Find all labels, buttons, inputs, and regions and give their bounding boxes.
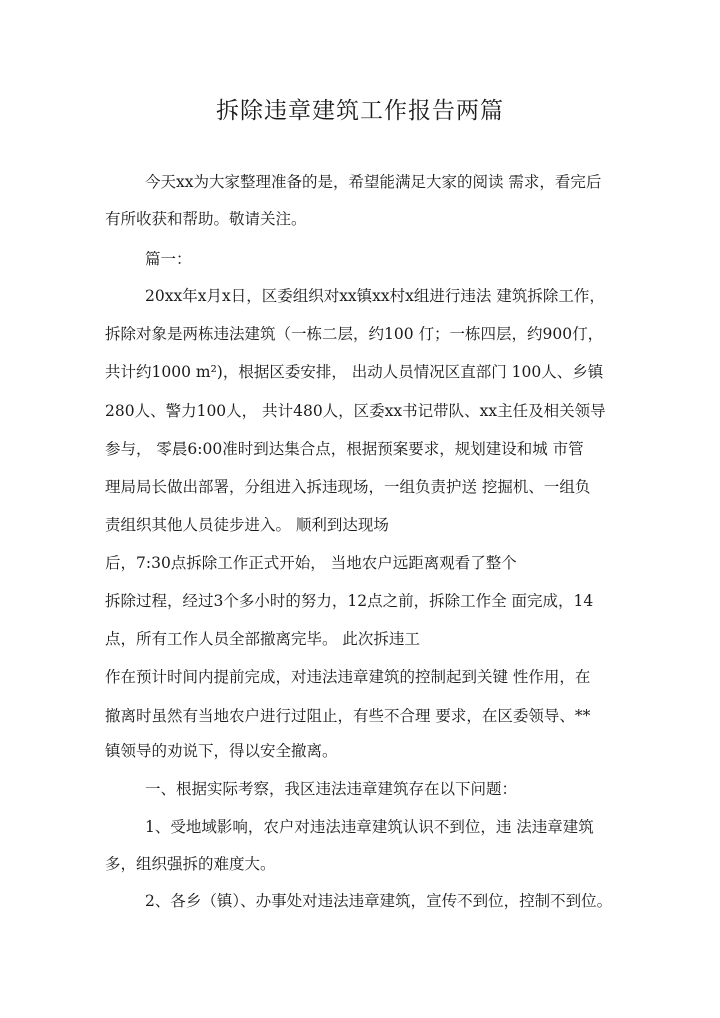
paragraph-line: 今天xx为大家整理准备的是，希望能满足大家的阅读 需求，看完后 [145,173,602,191]
paragraph-line: 拆除过程，经过3个多小时的努力，12点之前，拆除工作全 面完成，14 [105,592,594,610]
paragraph-line: 1、受地域影响，农户对违法违章建筑认识不到位，违 法违章建筑 [145,818,594,836]
paragraph-line: 2、各乡（镇）、办事处对违法违章建筑，宣传不到位，控制不到位。 [145,892,613,910]
paragraph-line: 责组织其他人员徒步进入。 顺利到达现场 [105,516,389,534]
paragraph-line: 拆除对象是两栋违法建筑（一栋二层，约100 仃；一栋四层，约900仃， [105,325,604,343]
paragraph-line: 镇领导的劝说下，得以安全撤离。 [105,742,338,760]
paragraph-line: 20xx年x月x日，区委组织对xx镇xx村x组进行违法 建筑拆除工作， [145,287,605,305]
paragraph-line: 理局局长做出部署，分组进入拆违现场，一组负责护送 挖掘机、一组负 [105,478,591,496]
section-heading: 篇一： [145,250,192,268]
paragraph-line: 作在预计时间内提前完成，对违法违章建筑的控制起到关键 性作用，在 [105,668,591,686]
section-heading: 一、根据实际考察，我区违法违章建筑存在以下问题： [145,780,518,798]
paragraph-line: 共计约1000 m²)，根据区委安排， 出动人员情况区直部门 100人、乡镇 [105,363,604,381]
document-title: 拆除违章建筑工作报告两篇 [216,98,504,124]
paragraph-line: 撤离时虽然有当地农户进行过阻止，有些不合理 要求，在区委领导、** [105,707,591,725]
paragraph-line: 点，所有工作人员全部撤离完毕。 此次拆违工 [105,630,420,648]
paragraph-line: 280人、警力100人， 共计480人，区委xx书记带队、xx主任及相关领导 [105,402,606,420]
paragraph-line: 多，组织强拆的难度大。 [105,855,276,873]
paragraph-line: 后，7:30点拆除工作正式开始， 当地农户远距离观看了整个 [105,554,517,572]
paragraph-line: 参与， 零晨6:00准时到达集合点，根据预案要求，规划建设和城 市管 [105,440,584,458]
paragraph-line: 有所收获和帮助。敬请关注。 [105,210,307,228]
